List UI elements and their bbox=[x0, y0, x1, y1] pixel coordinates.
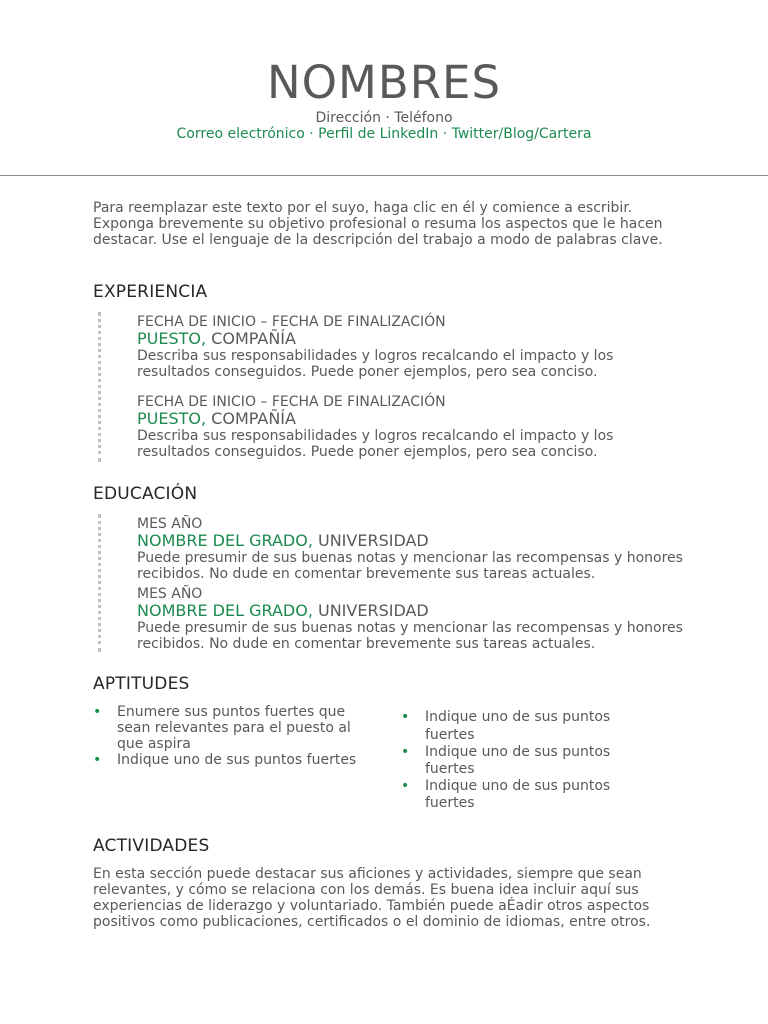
entry-organization: COMPAÑÍA bbox=[211, 329, 296, 348]
resume-body bbox=[93, 200, 685, 930]
bullet-icon: • bbox=[401, 744, 410, 760]
skills-list-right bbox=[401, 704, 641, 812]
resume-name: NOMBRES bbox=[266, 56, 502, 109]
resume-header bbox=[0, 56, 768, 142]
bullet-icon: • bbox=[401, 778, 410, 794]
skill-item: • Indique uno de sus puntos fuertes bbox=[401, 778, 611, 811]
entry-description: Puede presumir de sus buenas notas y mencionar las recompensas y honores recibidos. No dude en comentar brevemente sus tareas actuales. bbox=[137, 620, 683, 652]
education-timeline bbox=[93, 514, 685, 652]
skill-item: • Enumere sus puntos fuertes que sean relevantes para el puesto al que aspira bbox=[93, 704, 351, 752]
entry-role: PUESTO, bbox=[137, 409, 207, 428]
skill-item: • Indique uno de sus puntos fuertes bbox=[93, 752, 357, 768]
entry-organization: COMPAÑÍA bbox=[211, 409, 296, 428]
entry-degree: NOMBRE DEL GRADO, bbox=[137, 531, 313, 550]
entry-date: MES AÑO bbox=[137, 586, 203, 602]
section-title-activities: ACTIVIDADES bbox=[93, 836, 210, 856]
entry-role: PUESTO, bbox=[137, 329, 207, 348]
entry-title bbox=[137, 410, 685, 428]
entry-date: FECHA DE INICIO – FECHA DE FINALIZACIÓN bbox=[137, 394, 446, 410]
activities-paragraph: En esta sección puede destacar sus aficiones y actividades, siempre que sean relevantes, y cómo se relaciona con los demás. Es buena idea incluir aquí sus experiencias de liderazgo y voluntariado. También puede aÉadir otros aspectos positivos como publicaciones, certificados o el dominio de idiomas, entre otros. bbox=[93, 866, 651, 930]
skills-columns bbox=[93, 704, 685, 812]
header-divider bbox=[0, 175, 768, 176]
contact-links-line: Correo electrónico · Perfil de LinkedIn · Twitter/Blog/Cartera bbox=[176, 126, 592, 142]
bullet-icon: • bbox=[93, 752, 102, 768]
entry-title bbox=[137, 602, 685, 620]
experience-timeline bbox=[93, 312, 685, 462]
section-title-skills: APTITUDES bbox=[93, 674, 190, 694]
education-entry bbox=[137, 516, 685, 582]
bullet-icon: • bbox=[401, 709, 410, 725]
objective-paragraph: Para reemplazar este texto por el suyo, haga clic en él y comience a escribir. Exponga brevemente su objetivo profesional o resuma los aspectos que le hacen destacar. Use el lenguaje de la descripción del trabajo a modo de palabras clave. bbox=[93, 200, 663, 248]
entry-title bbox=[137, 532, 685, 550]
bullet-icon: • bbox=[93, 704, 102, 720]
entry-description: Puede presumir de sus buenas notas y mencionar las recompensas y honores recibidos. No dude en comentar brevemente sus tareas actuales. bbox=[137, 550, 683, 582]
education-entry bbox=[137, 586, 685, 652]
section-title-experience: EXPERIENCIA bbox=[93, 282, 208, 302]
experience-entry bbox=[137, 314, 685, 380]
address-phone-line: Dirección · Teléfono bbox=[315, 110, 453, 126]
entry-university: UNIVERSIDAD bbox=[318, 531, 429, 550]
skills-list-left bbox=[93, 704, 363, 812]
entry-degree: NOMBRE DEL GRADO, bbox=[137, 601, 313, 620]
entry-title bbox=[137, 330, 685, 348]
entry-date: FECHA DE INICIO – FECHA DE FINALIZACIÓN bbox=[137, 314, 446, 330]
section-title-education: EDUCACIÓN bbox=[93, 484, 198, 504]
entry-description: Describa sus responsabilidades y logros recalcando el impacto y los resultados conseguidos. Puede poner ejemplos, pero sea conciso. bbox=[137, 428, 614, 460]
entry-university: UNIVERSIDAD bbox=[318, 601, 429, 620]
skill-item: • Indique uno de sus puntos fuertes bbox=[401, 709, 611, 743]
entry-date: MES AÑO bbox=[137, 516, 203, 532]
entry-description: Describa sus responsabilidades y logros recalcando el impacto y los resultados conseguidos. Puede poner ejemplos, pero sea conciso. bbox=[137, 348, 614, 380]
experience-entry bbox=[137, 394, 685, 460]
skill-item: • Indique uno de sus puntos fuertes bbox=[401, 744, 611, 777]
